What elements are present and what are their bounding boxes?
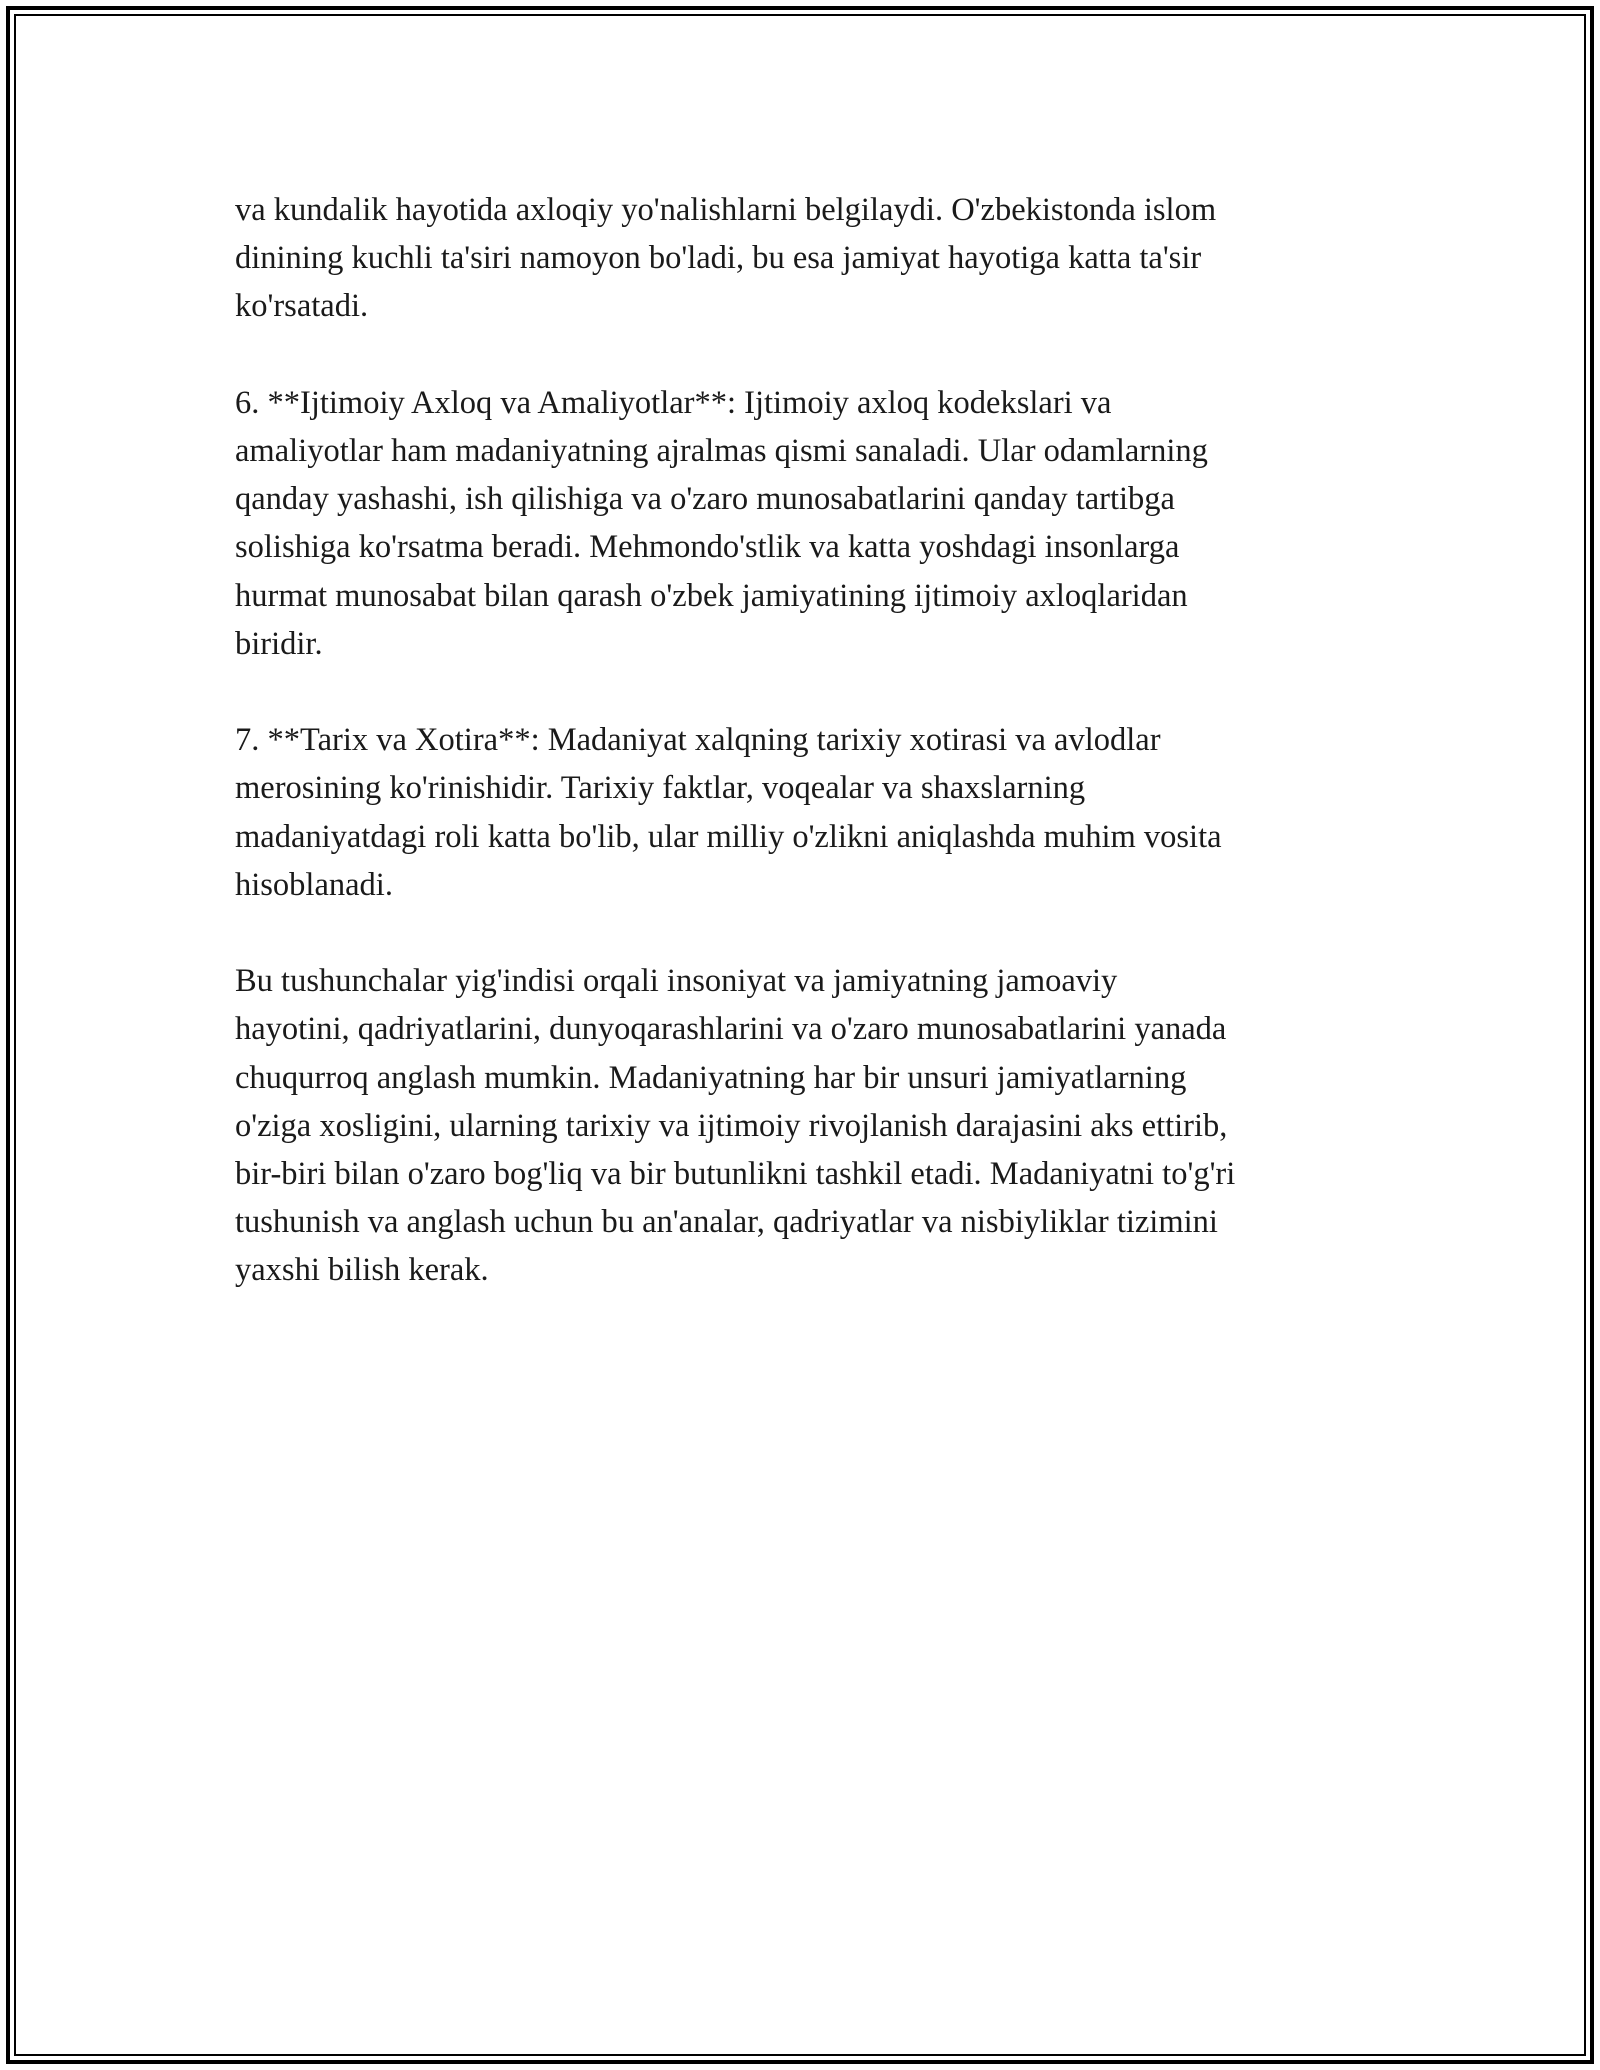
text-line: yaxshi bilish kerak. bbox=[235, 1252, 489, 1289]
text-line: solishiga ko'rsatma beradi. Mehmondo'stlik va katta yoshdagi insonlarga bbox=[235, 529, 1180, 566]
text-line: qanday yashashi, ish qilishiga va o'zaro munosabatlarini qanday tartibga bbox=[235, 481, 1175, 518]
text-line: bir-biri bilan o'zaro bog'liq va bir butunlikni tashkil etadi. Madaniyatni to'g'ri bbox=[235, 1156, 1236, 1193]
text-line: dinining kuchli ta'siri namoyon bo'ladi, bu esa jamiyat hayotiga katta ta'sir bbox=[235, 240, 1202, 277]
text-line: madaniyatdagi roli katta bo'lib, ular milliy o'zlikni aniqlashda muhim vosita bbox=[235, 818, 1222, 855]
paragraph-religion-continued bbox=[235, 186, 1370, 331]
text-line: biridir. bbox=[235, 625, 323, 662]
paragraph-history-memory bbox=[235, 716, 1370, 909]
text-line: hisoblanadi. bbox=[235, 866, 393, 903]
text-line: tushunish va anglash uchun bu an'analar, qadriyatlar va nisbiyliklar tizimini bbox=[235, 1204, 1218, 1241]
text-line: amaliyotlar ham madaniyatning ajralmas qismi sanaladi. Ular odamlarning bbox=[235, 433, 1208, 469]
text-line: hurmat munosabat bilan qarash o'zbek jamiyatining ijtimoiy axloqlaridan bbox=[235, 577, 1188, 614]
text-line: hayotini, qadriyatlarini, dunyoqarashlarini va o'zaro munosabatlarini yanada bbox=[235, 1011, 1227, 1048]
paragraph-conclusion bbox=[235, 957, 1370, 1294]
paragraph-social-ethics bbox=[235, 379, 1370, 668]
text-line: 7. **Tarix va Xotira**: Madaniyat xalqning tarixiy xotirasi va avlodlar bbox=[235, 722, 1161, 759]
text-line: va kundalik hayotida axloqiy yo'nalishlarni belgilaydi. O'zbekistonda islom bbox=[235, 192, 1217, 228]
text-line: Bu tushunchalar yig'indisi orqali insoniyat va jamiyatning jamoaviy bbox=[235, 963, 1118, 1000]
text-line: ko'rsatadi. bbox=[235, 288, 369, 325]
text-line: 6. **Ijtimoiy Axloq va Amaliyotlar**: Ijtimoiy axloq kodekslari va bbox=[235, 384, 1112, 421]
text-line: o'ziga xosligini, ularning tarixiy va ijtimoiy rivojlanish darajasini aks ettirib, bbox=[235, 1107, 1228, 1144]
document-body bbox=[235, 186, 1370, 1295]
text-line: merosining ko'rinishidir. Tarixiy faktlar, voqealar va shaxslarning bbox=[235, 770, 1086, 807]
text-line: chuqurroq anglash mumkin. Madaniyatning har bir unsuri jamiyatlarning bbox=[235, 1059, 1187, 1096]
